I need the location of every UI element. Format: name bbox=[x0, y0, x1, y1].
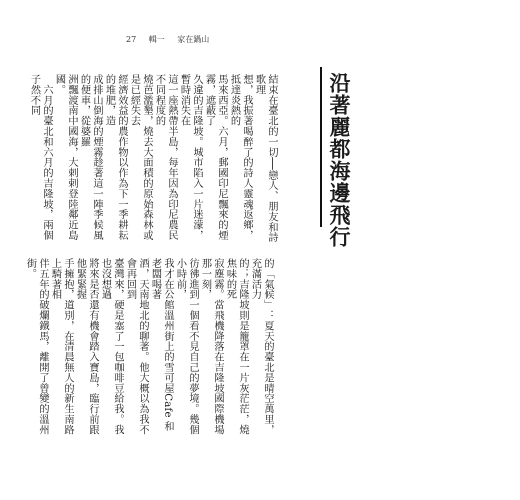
text-line: 燒芭濫墾，燒去大面積的原始森林或是已經失去 bbox=[128, 74, 152, 241]
text-line: 六月的臺北和六月的吉隆坡，兩個子然不同 bbox=[28, 74, 52, 241]
text-line: 寂塵霧。當飛機降落在吉隆坡國際機場那一刻， bbox=[199, 258, 223, 435]
text-line: 我才在公館溫州街上的雪可屋Cafe 和老闆喝著 bbox=[149, 258, 173, 432]
text-line: 成排山倒海的煙霧趁著這一陣季候風的便車，從婆羅 bbox=[78, 74, 102, 241]
page-number: 27 bbox=[126, 35, 137, 44]
title-rule bbox=[320, 67, 322, 227]
part-label: 輯一 bbox=[148, 35, 165, 44]
text-line: 馬來西亞。六月，郵國印尼飄來的煙霧，遮蔽了 bbox=[203, 74, 227, 241]
text-line: 臺灣來，硬是塞了一包咖啡豆給我。我也沒想過 bbox=[99, 258, 123, 435]
text-line: 想，我振著喝醉了的詩人靈魂返鄉，抵達炎熱的 bbox=[228, 74, 252, 241]
chapter-title: 沿著麗都海邊飛行 bbox=[327, 72, 352, 248]
text-line: 伴五年的破爛鐵馬，離開了曾變的溫州街。 bbox=[24, 258, 48, 435]
text-line: 久違的吉隆坡。城市陷入一片迷濛，暫時消失在 bbox=[178, 74, 202, 241]
text-line: 結束在臺北的一切──戀人、朋友和詩歌理 bbox=[253, 74, 277, 243]
running-header bbox=[126, 34, 219, 45]
text-column-lower bbox=[23, 258, 273, 438]
text-line: 洲飄渡南中國海，大剌剌登陸鄰近島國。 bbox=[53, 74, 77, 241]
section-label: 家在鍋山 bbox=[177, 35, 210, 44]
text-line: 將來是否還有機會踏入寶島，臨行前跟他緊緊握 bbox=[74, 258, 98, 435]
text-line: 的「氣候」：夏天的臺北是晴空萬里，充滿活力 bbox=[249, 258, 273, 435]
text-line: 酒，天南地北的聊著。他大概以為我不會再回到 bbox=[124, 258, 148, 435]
text-line: 的；吉隆坡則是籠罩在一片灰茫茫，燒焦味的死 bbox=[224, 258, 248, 435]
text-column-upper bbox=[27, 74, 277, 244]
text-line: 手擁抱，道別，在清晨無人的新生南路上騎著相 bbox=[49, 258, 73, 435]
text-line: 這一座熱帶半島，每年因為印尼農民不同程度的 bbox=[153, 74, 177, 241]
text-line: 經濟效益的農作物以作為下一季耕耘的堆肥，造 bbox=[103, 74, 127, 241]
text-line: 彷彿進到一個看不見自己的夢境。幾個小時前， bbox=[174, 258, 198, 435]
